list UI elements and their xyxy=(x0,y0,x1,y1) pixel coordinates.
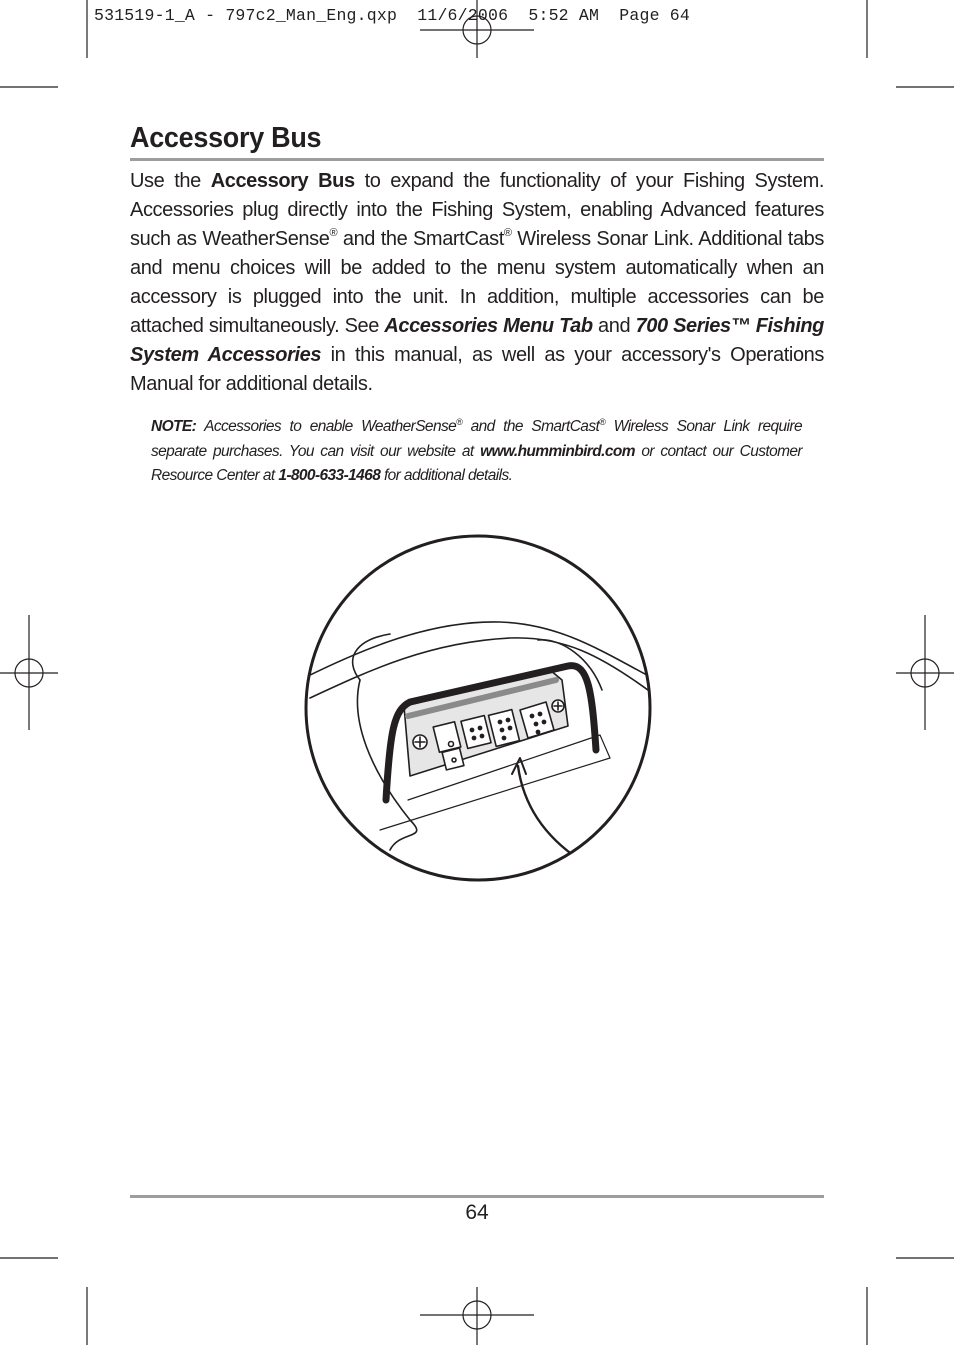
accessory-bus-illustration xyxy=(300,530,656,886)
accessories-menu-tab-reference: Accessories Menu Tab xyxy=(384,315,593,337)
body-paragraph: Use the Accessory Bus to expand the functionality of your Fishing System. Accessories plug directly into the Fishing System, enabling Advanced features such as WeatherSense® and the SmartCast® Wireless Sonar Link. Additional tabs and menu choices will be added to the menu system automatically when an accessory is plugged into the unit. In addition, multiple accessories can be attached simultaneously. See Accessories Menu Tab and 700 Series™ Fishing System Accessories in this manual, as well as your accessory's Operations Manual for additional details. xyxy=(130,170,824,395)
fishing-system-accessories-reference: 700 Series™ Fishing System Accessories xyxy=(130,315,824,366)
title-rule xyxy=(130,158,824,161)
accessory-bus-term: Accessory Bus xyxy=(210,170,355,192)
page-title: Accessory Bus xyxy=(130,122,322,154)
phone-number: 1-800-633-1468 xyxy=(278,467,381,484)
print-slug-line: 531519-1_A - 797c2_Man_Eng.qxp 11/6/2006 5:52 AM Page 64 xyxy=(94,6,690,25)
page-number: 64 xyxy=(465,1201,489,1224)
website-link[interactable]: www.humminbird.com xyxy=(480,442,635,460)
note-paragraph: NOTE: Accessories to enable WeatherSense® and the SmartCast® Wireless Sonar Link require separate purchases. You can visit our website at www.humminbird.com or contact our Customer Resource Center at 1-800-633-1468 for additional details. xyxy=(151,416,802,484)
footer-rule xyxy=(130,1195,824,1198)
note-label: NOTE: xyxy=(151,418,197,435)
